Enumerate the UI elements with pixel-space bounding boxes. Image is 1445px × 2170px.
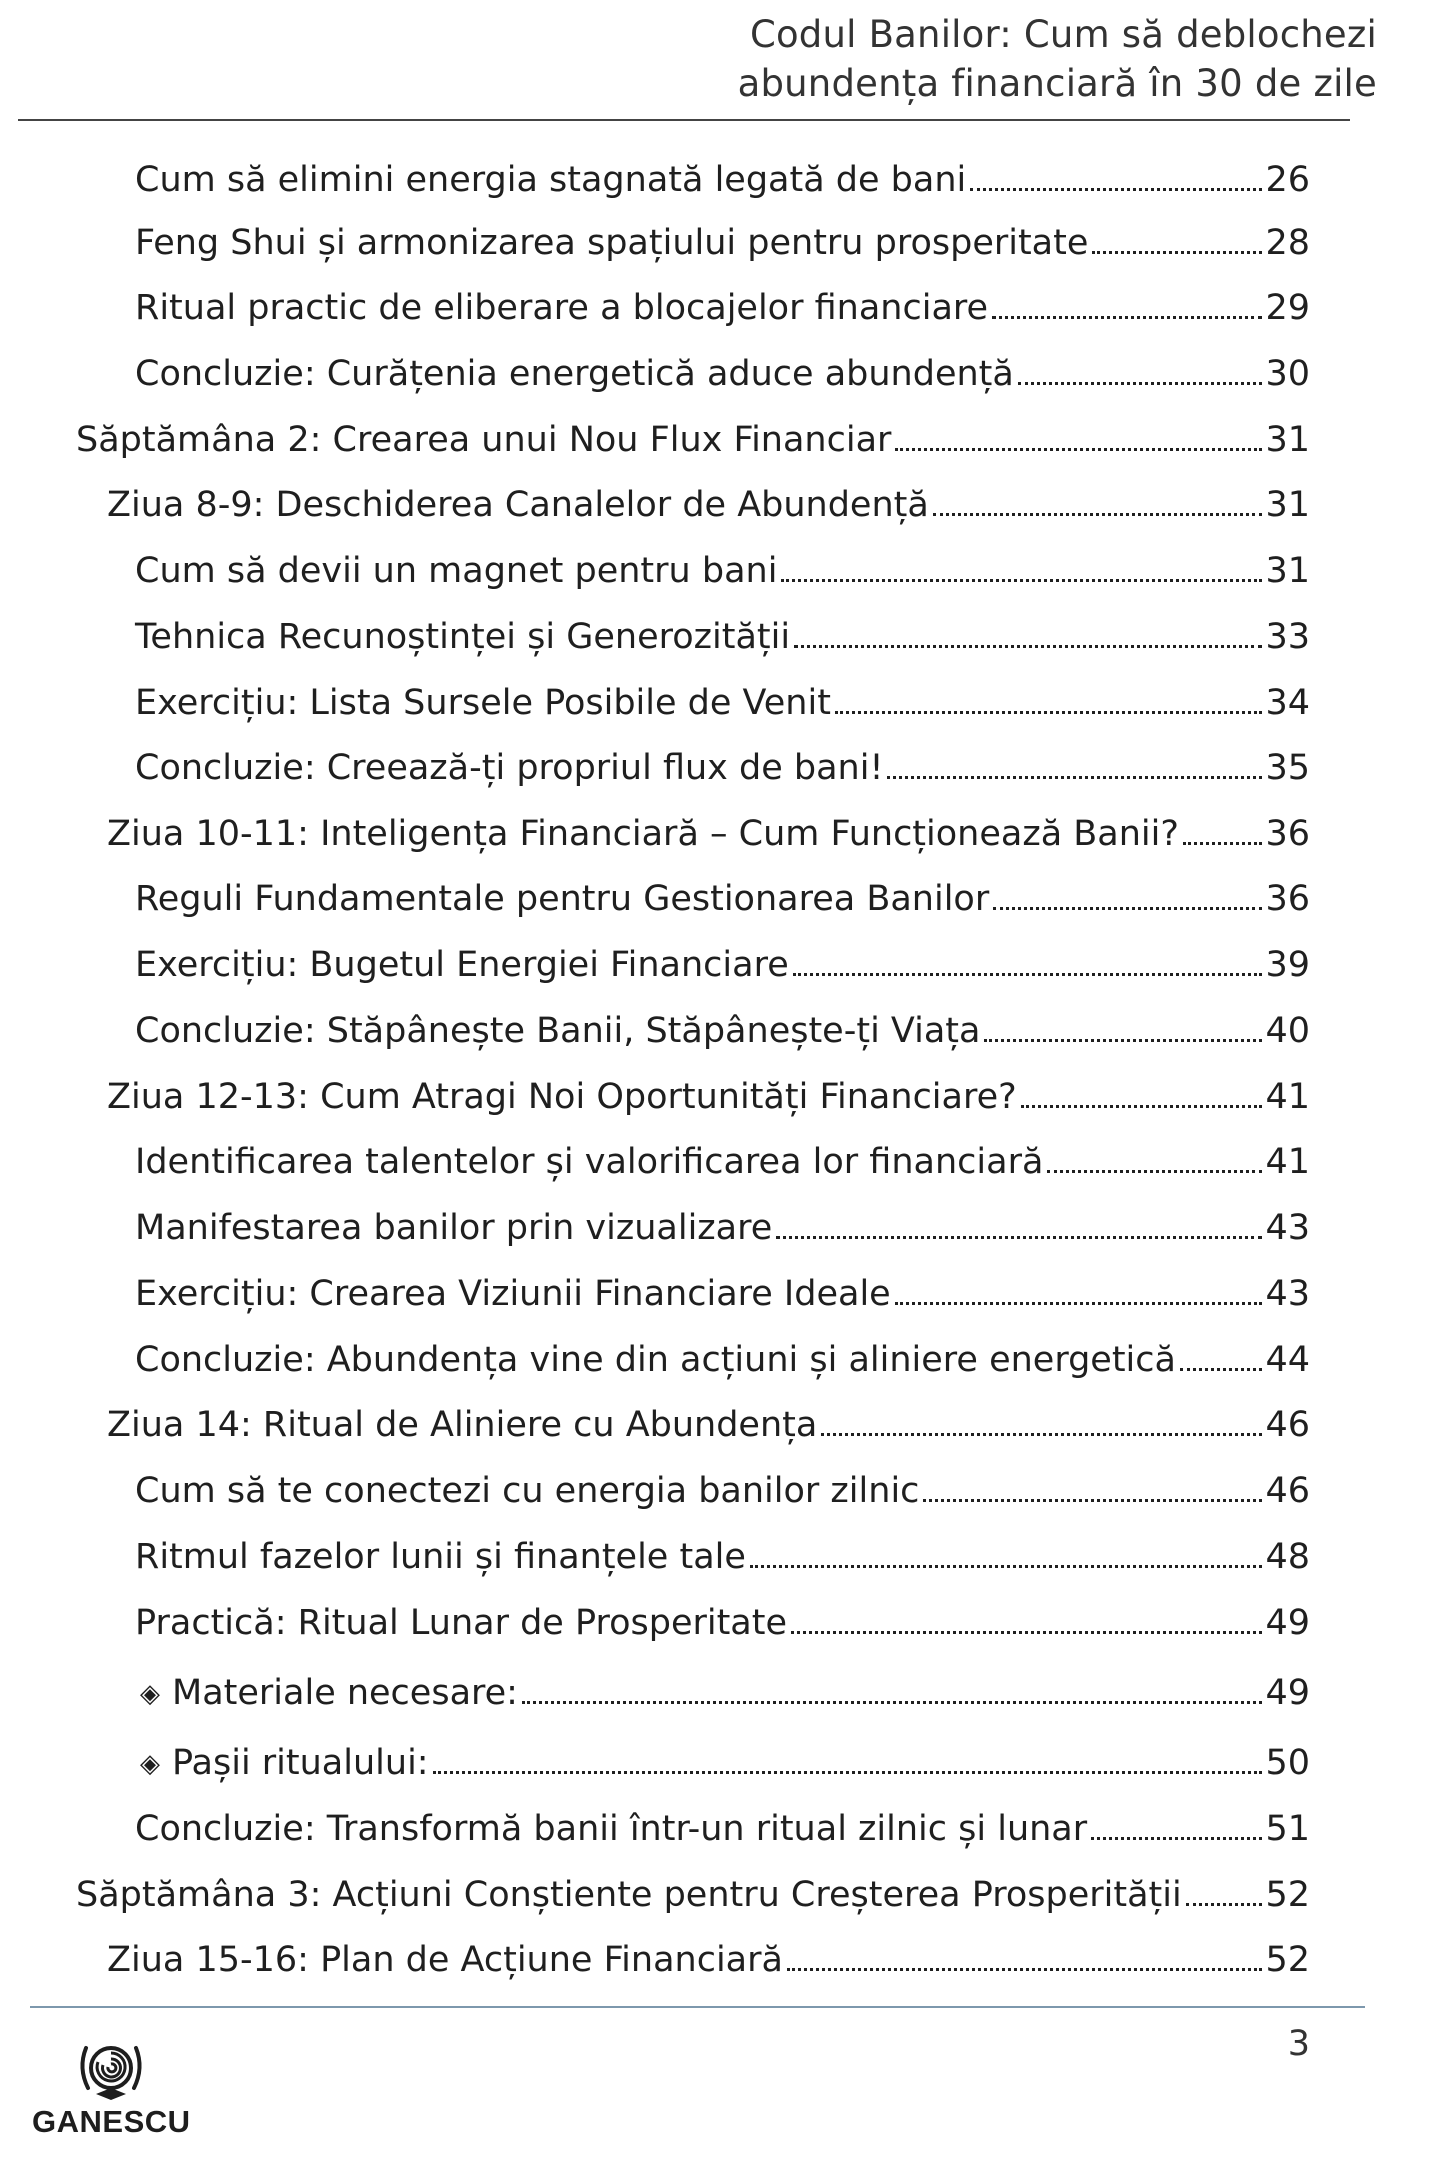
dot-leader xyxy=(750,1565,1263,1568)
dot-leader xyxy=(970,188,1262,191)
toc-entry-title: Concluzie: Curățenia energetică aduce abundență xyxy=(135,354,1014,394)
dot-leader xyxy=(835,711,1263,714)
toc-entry-page: 49 xyxy=(1265,1673,1310,1713)
dot-leader xyxy=(821,1433,1262,1436)
toc-entry-page: 41 xyxy=(1265,1142,1310,1182)
toc-entry[interactable] xyxy=(135,1140,1310,1184)
toc-entry[interactable] xyxy=(135,1206,1310,1250)
toc-entry-title: Ziua 12-13: Cum Atragi Noi Oportunități Financiare? xyxy=(107,1077,1017,1117)
toc-entry-page: 51 xyxy=(1265,1809,1310,1849)
toc-entry-title: Concluzie: Abundența vine din acțiuni și aliniere energetică xyxy=(135,1340,1176,1380)
toc-entry-page: 31 xyxy=(1265,420,1310,460)
ganescu-logo xyxy=(32,2036,192,2146)
dot-leader xyxy=(1183,842,1263,845)
page-number: 3 xyxy=(1287,2024,1310,2064)
dot-leader xyxy=(933,513,1263,516)
toc-entry-page: 43 xyxy=(1265,1208,1310,1248)
header-divider xyxy=(18,119,1350,121)
dot-leader xyxy=(1092,251,1262,254)
toc-entry-title: Reguli Fundamentale pentru Gestionarea Banilor xyxy=(135,879,990,919)
toc-entry-title: Ritual practic de eliberare a blocajelor financiare xyxy=(135,288,989,328)
toc-entry-title: Tehnica Recunoștinței și Generozității xyxy=(135,617,791,657)
toc-entry-title: Cum să te conectezi cu energia banilor zilnic xyxy=(135,1471,920,1511)
toc-entry-page: 39 xyxy=(1265,945,1310,985)
toc-entry-title: Exercițiu: Lista Sursele Posibile de Venit xyxy=(135,683,831,723)
toc-entry-page: 40 xyxy=(1265,1011,1310,1051)
toc-entry-title: Ziua 14: Ritual de Aliniere cu Abundența xyxy=(107,1405,818,1445)
toc-entry-title: Concluzie: Creează-ți propriul flux de bani! xyxy=(135,748,884,788)
toc-entry-title: Ziua 8-9: Deschiderea Canalelor de Abundență xyxy=(107,485,929,525)
dot-leader xyxy=(1021,1105,1263,1108)
footer-divider xyxy=(30,2006,1365,2008)
dot-leader xyxy=(992,316,1262,319)
dot-leader xyxy=(984,1039,1262,1042)
toc-entry[interactable] xyxy=(135,1807,1310,1851)
toc-entry-page: 33 xyxy=(1265,617,1310,657)
dot-leader xyxy=(787,1968,1262,1971)
toc-entry-title: Manifestarea banilor prin vizualizare xyxy=(135,1208,773,1248)
toc-entry-page: 43 xyxy=(1265,1274,1310,1314)
toc-entry[interactable] xyxy=(135,746,1310,790)
toc-entry[interactable] xyxy=(135,158,1310,202)
dot-leader xyxy=(794,645,1262,648)
toc-entry-week[interactable] xyxy=(76,418,1310,462)
toc-entry-page: 48 xyxy=(1265,1537,1310,1577)
toc-entry-title: Ziua 15-16: Plan de Acțiune Financiară xyxy=(107,1940,783,1980)
toc-entry-page: 52 xyxy=(1265,1875,1310,1915)
toc-entry[interactable] xyxy=(135,943,1310,987)
toc-entry-title: Ritmul fazelor lunii și finanțele tale xyxy=(135,1537,746,1577)
toc-entry-page: 29 xyxy=(1265,288,1310,328)
diamond-bullet-icon: ◈ xyxy=(140,1749,160,1779)
dot-leader xyxy=(791,1631,1262,1634)
dot-leader xyxy=(993,907,1262,910)
header-line-1: Codul Banilor: Cum să deblochezi xyxy=(749,13,1377,56)
toc-entry-title: Cum să elimini energia stagnată legată de bani xyxy=(135,160,967,200)
dot-leader xyxy=(923,1499,1262,1502)
toc-entry-page: 35 xyxy=(1265,748,1310,788)
toc-entry-title: Practică: Ritual Lunar de Prosperitate xyxy=(135,1603,788,1643)
toc-entry-page: 31 xyxy=(1265,485,1310,525)
dot-leader xyxy=(1180,1368,1262,1371)
dot-leader xyxy=(1186,1903,1263,1906)
dot-leader xyxy=(895,1302,1263,1305)
toc-entry-page: 49 xyxy=(1265,1603,1310,1643)
toc-entry-title: Concluzie: Transformă banii într-un ritual zilnic și lunar xyxy=(135,1809,1088,1849)
toc-entry[interactable] xyxy=(135,1338,1310,1382)
dot-leader xyxy=(1091,1837,1262,1840)
toc-entry-title: Exercițiu: Crearea Viziunii Financiare Ideale xyxy=(135,1274,891,1314)
dot-leader xyxy=(887,776,1262,779)
toc-entry-title: Săptămâna 3: Acțiuni Conștiente pentru Creșterea Prosperității xyxy=(76,1875,1182,1915)
toc-entry-page: 36 xyxy=(1265,879,1310,919)
toc-entry-day[interactable] xyxy=(107,483,1310,527)
dot-leader xyxy=(433,1771,1263,1774)
toc-entry-page: 26 xyxy=(1265,160,1310,200)
toc-entry-page: 46 xyxy=(1265,1405,1310,1445)
toc-entry-title: Pașii ritualului: xyxy=(172,1743,429,1783)
toc-entry[interactable] xyxy=(135,877,1310,921)
toc-entry[interactable] xyxy=(135,1469,1310,1513)
toc-entry-title: Feng Shui și armonizarea spațiului pentru prosperitate xyxy=(135,223,1089,263)
toc-entry-page: 34 xyxy=(1265,683,1310,723)
header-line-2: abundența financiară în 30 de zile xyxy=(737,62,1377,105)
toc-entry-day[interactable] xyxy=(107,1403,1310,1447)
toc-entry-title: Materiale necesare: xyxy=(172,1673,518,1713)
toc-entry-title: Identificarea talentelor și valorificarea lor financiară xyxy=(135,1142,1044,1182)
toc-entry-page: 52 xyxy=(1265,1940,1310,1980)
toc-entry-title: Ziua 10-11: Inteligența Financiară – Cum Funcționează Banii? xyxy=(107,814,1179,854)
toc-entry-day[interactable] xyxy=(107,1075,1310,1119)
toc-entry-page: 44 xyxy=(1265,1340,1310,1380)
running-header xyxy=(738,10,1377,108)
toc-entry[interactable] xyxy=(135,352,1310,396)
toc-entry-page: 46 xyxy=(1265,1471,1310,1511)
toc-entry[interactable] xyxy=(135,221,1310,265)
toc-entry-title: Concluzie: Stăpânește Banii, Stăpânește-ți Viața xyxy=(135,1011,981,1051)
toc-entry[interactable] xyxy=(135,1535,1310,1579)
dot-leader xyxy=(793,973,1263,976)
toc-entry[interactable] xyxy=(135,615,1310,659)
toc-entry-bulleted[interactable] xyxy=(140,1671,1310,1718)
toc-entry-day[interactable] xyxy=(107,812,1310,856)
toc-entry[interactable] xyxy=(135,1009,1310,1053)
toc-entry[interactable] xyxy=(135,286,1310,330)
toc-entry-page: 28 xyxy=(1265,223,1310,263)
diamond-bullet-icon: ◈ xyxy=(140,1679,160,1709)
toc-entry-page: 50 xyxy=(1265,1743,1310,1783)
toc-entry-bulleted[interactable] xyxy=(140,1741,1310,1788)
toc-entry-day[interactable] xyxy=(107,1938,1310,1982)
toc-entry-title: Exercițiu: Bugetul Energiei Financiare xyxy=(135,945,789,985)
dot-leader xyxy=(1047,1170,1262,1173)
dot-leader xyxy=(781,579,1262,582)
dot-leader xyxy=(776,1236,1262,1239)
toc-entry[interactable] xyxy=(135,1601,1310,1645)
toc-entry-page: 31 xyxy=(1265,551,1310,591)
dot-leader xyxy=(1018,382,1263,385)
toc-entry[interactable] xyxy=(135,549,1310,593)
spiral-head-logo-icon xyxy=(74,2036,148,2102)
toc-entry-title: Săptămâna 2: Crearea unui Nou Flux Financiar xyxy=(76,420,892,460)
toc-entry-page: 30 xyxy=(1265,354,1310,394)
toc-entry[interactable] xyxy=(135,1272,1310,1316)
toc-entry[interactable] xyxy=(135,681,1310,725)
dot-leader xyxy=(895,448,1262,451)
toc-entry-title: Cum să devii un magnet pentru bani xyxy=(135,551,778,591)
toc-entry-page: 36 xyxy=(1265,814,1310,854)
toc-entry-week[interactable] xyxy=(76,1873,1310,1917)
dot-leader xyxy=(522,1701,1262,1704)
toc-entry-page: 41 xyxy=(1265,1077,1310,1117)
logo-text: GANESCU xyxy=(32,2104,191,2139)
